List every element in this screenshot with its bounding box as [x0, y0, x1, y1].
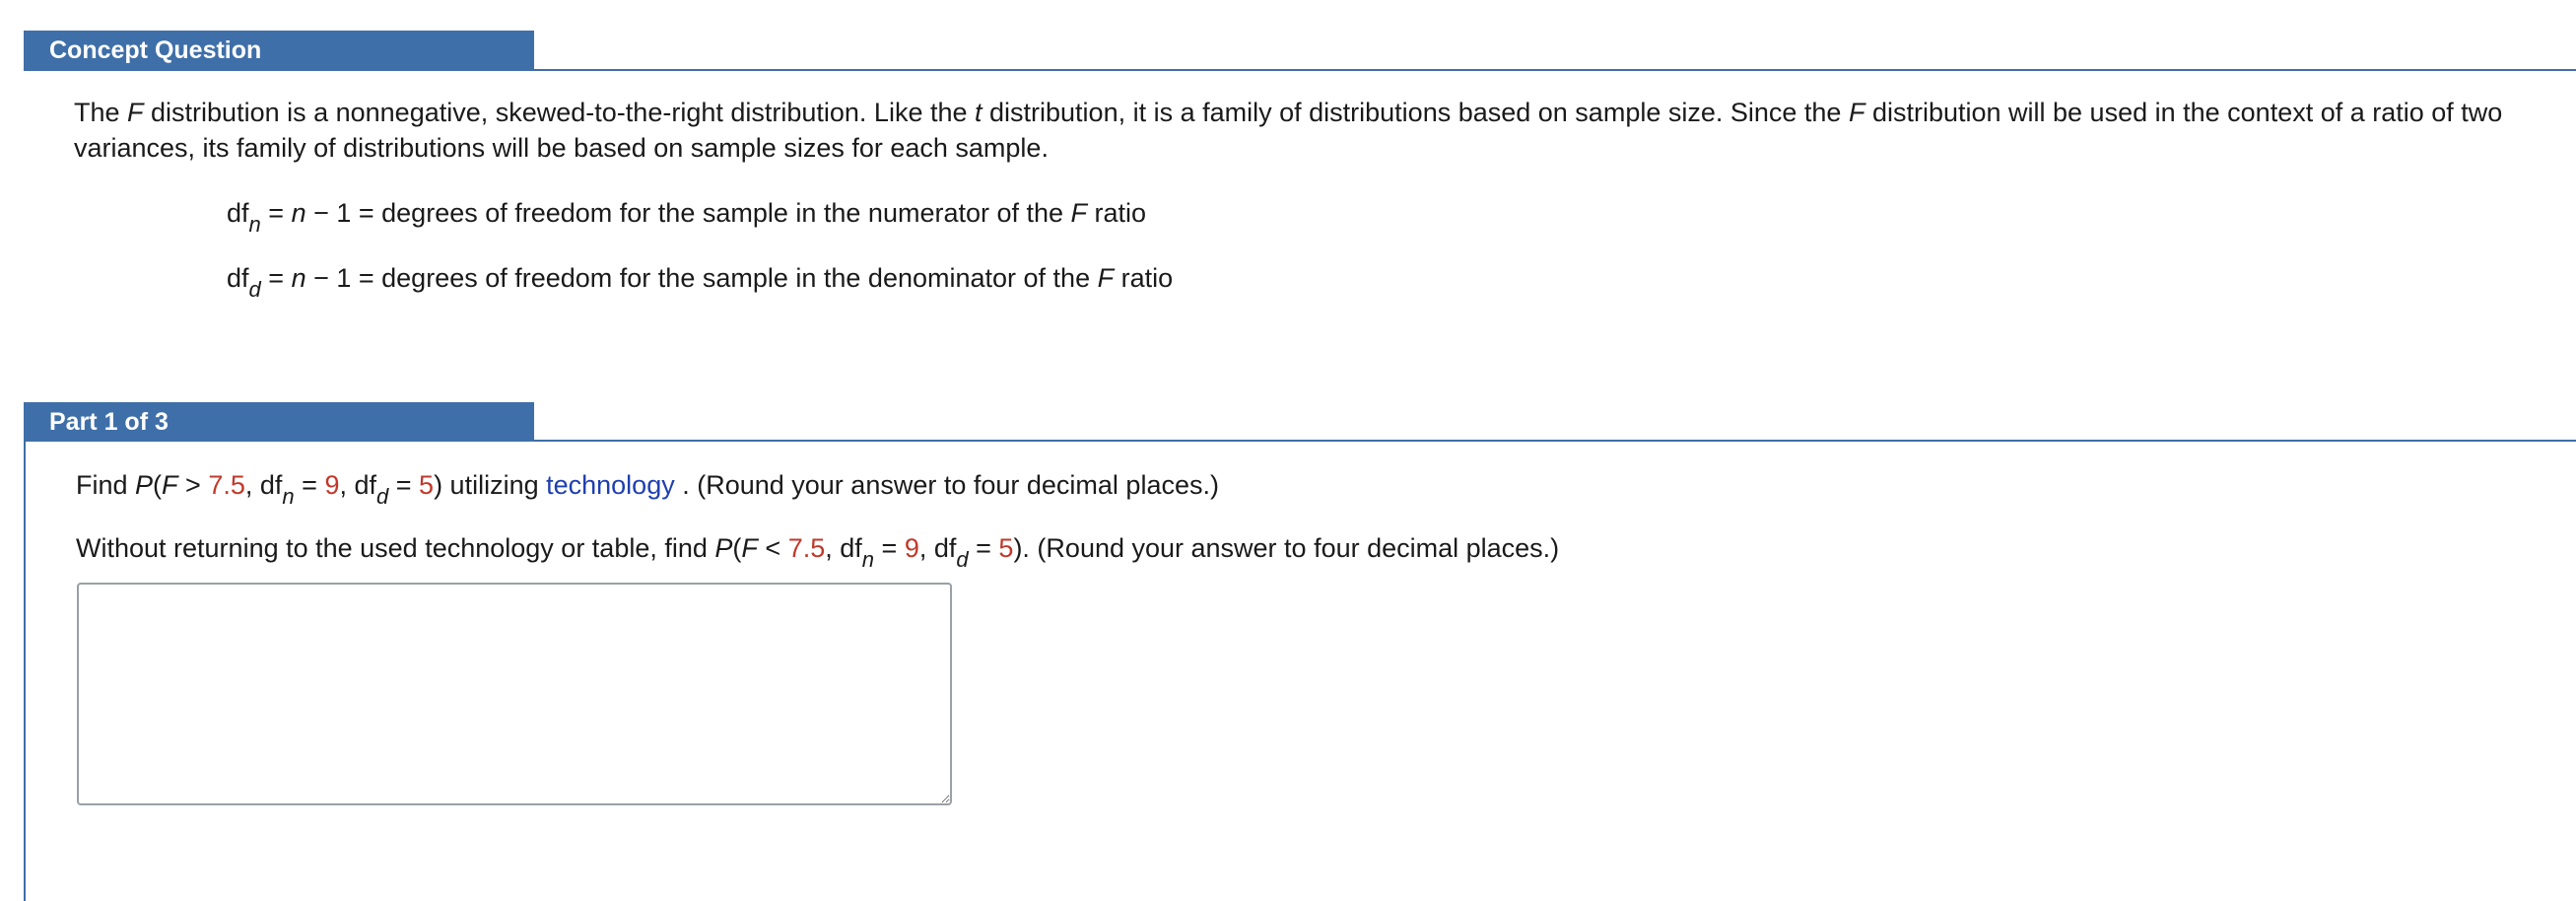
part-left-rule — [24, 440, 26, 901]
question-1: Find P(F > 7.5, $df_n = 9$, $df_d = 5$) utilizing technology . (Round your answer to four decimal places.) — [76, 470, 1219, 509]
part-rule — [24, 440, 2576, 442]
dfn-definition: $df_n = n - 1$ = degrees of freedom for the sample in the numerator of the F ratio — [227, 198, 1147, 237]
concept-question-header: Concept Question — [24, 31, 534, 70]
part-header: Part 1 of 3 — [24, 402, 534, 442]
answer-textarea[interactable] — [77, 583, 952, 805]
technology-link[interactable]: technology — [546, 470, 675, 500]
concept-paragraph: The F distribution is a nonnegative, skewed-to-the-right distribution. Like the t distribution, it is a family of distributions based on sample size. Since the F distribution will be used in the context of a ratio of two variances, its family of distributions will be based on sample sizes for each sample. — [74, 98, 2503, 163]
question-2: Without returning to the used technology or table, find P(F < 7.5, $df_n = 9$, $df_d = 5$). (Round your answer to four decimal places.) — [76, 533, 1560, 572]
concept-question-rule — [24, 69, 2576, 71]
dfd-definition: $df_d = n - 1$ = degrees of freedom for the sample in the denominator of the F ratio — [227, 263, 1174, 302]
